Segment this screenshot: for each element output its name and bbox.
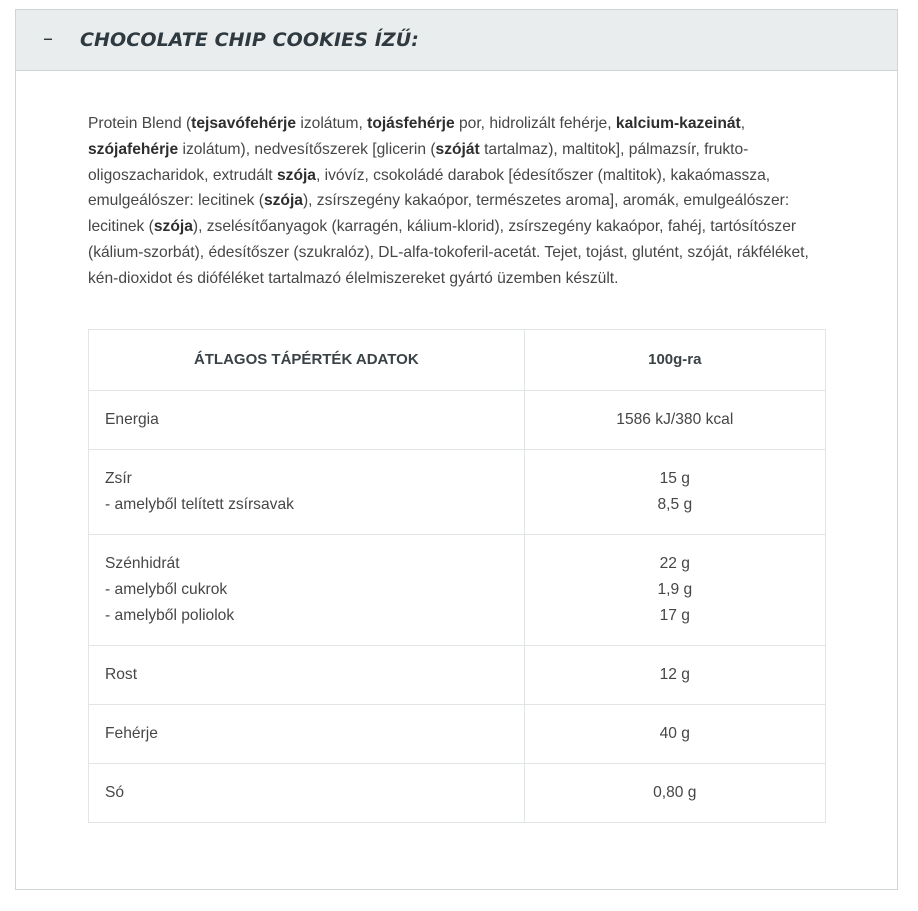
nutrient-name: - amelyből cukrok: [105, 580, 228, 598]
allergen-text: szója: [276, 166, 316, 184]
nutrient-name-cell: [89, 534, 525, 645]
table-row: [89, 449, 826, 534]
nutrient-value: 17 g: [659, 606, 690, 624]
nutrient-value-cell: [524, 704, 825, 763]
column-header-name: ÁTLAGOS TÁPÉRTÉK ADATOK: [89, 329, 525, 390]
accordion-title[interactable]: CHOCOLATE CHIP COOKIES ÍZŰ:: [80, 29, 419, 51]
nutrient-value-cell: [524, 449, 825, 534]
allergen-text: tojásfehérje: [367, 115, 455, 132]
nutrient-value: 22 g: [659, 554, 690, 572]
ingredient-text: tartalmaz), maltitok], pálmazsír, frukto-oligoszacharidok, extrudált: [88, 140, 749, 184]
column-header-value: 100g-ra: [524, 329, 825, 390]
nutrient-name: Só: [105, 783, 125, 801]
nutrient-value: 1,9 g: [657, 580, 693, 598]
allergen-text: tejsavófehérje: [191, 115, 297, 132]
nutrient-name-cell: [89, 763, 525, 822]
nutrient-value: 40 g: [659, 724, 690, 742]
nutrient-name: Energia: [105, 410, 159, 428]
nutrient-name: Fehérje: [105, 724, 158, 742]
nutrient-name: - amelyből telített zsírsavak: [105, 495, 294, 513]
nutrient-value: 15 g: [659, 469, 690, 487]
nutrient-value-cell: [524, 763, 825, 822]
nutrient-name-cell: [89, 390, 525, 449]
nutrient-value-cell: [524, 534, 825, 645]
allergen-text: szója: [263, 192, 303, 210]
ingredient-text: ), zselésítőanyagok (karragén, kálium-klorid), zsírszegény kakaópor, fahéj, tartósítószer (kálium-szorbát), édesítőszer (szukralóz), DL-alfa-tokoferil-acetát. Tejet, tojást, glutént, szóját, rákféléket, kén-dioxidot és dióféléket tartalmazó élelmiszereket gyártó üzemben készült.: [88, 218, 809, 287]
ingredient-text: ), zsírszegény kakaópor, természetes aroma], aromák, emulgeálószer: lecitinek (: [88, 192, 790, 236]
collapse-icon[interactable]: –: [43, 26, 53, 50]
nutrient-name-cell: [89, 704, 525, 763]
nutrient-name: Zsír: [105, 469, 132, 487]
nutrient-name: Szénhidrát: [105, 554, 180, 572]
ingredient-text: Protein Blend (: [88, 115, 192, 132]
table-body: [89, 390, 826, 822]
table-row: [89, 763, 826, 822]
table-row: [89, 534, 826, 645]
allergen-text: kalcium-kazeinát: [615, 115, 741, 132]
ingredient-text: izolátum,: [296, 115, 368, 132]
ingredient-text: , ivóvíz, csokoládé darabok [édesítőszer (maltitok), kakaómassza, emulgeálószer: lecitinek (: [88, 166, 771, 210]
allergen-text: szójafehérje: [88, 140, 179, 158]
table-row: [89, 645, 826, 704]
table-header-row: [89, 329, 826, 390]
accordion-header[interactable]: [16, 10, 897, 71]
nutrient-value-cell: [524, 645, 825, 704]
nutrient-value-cell: [524, 390, 825, 449]
nutrient-name-cell: [89, 449, 525, 534]
accordion-panel: [15, 9, 898, 890]
accordion-body: [16, 71, 897, 823]
nutrient-value: 8,5 g: [657, 495, 693, 513]
nutrition-table: [88, 329, 826, 823]
allergen-text: szója: [153, 218, 193, 236]
ingredients-text: [88, 111, 828, 292]
nutrient-name-cell: [89, 645, 525, 704]
ingredient-text: por, hidrolizált fehérje,: [454, 115, 616, 132]
ingredient-text: ,: [740, 115, 746, 132]
table-row: [89, 704, 826, 763]
nutrient-value: 0,80 g: [653, 783, 697, 801]
ingredient-text: izolátum), nedvesítőszerek [glicerin (: [178, 140, 436, 158]
table-row: [89, 390, 826, 449]
nutrient-value: 1586 kJ/380 kcal: [616, 410, 734, 428]
allergen-text: szóját: [435, 140, 480, 158]
nutrient-value: 12 g: [659, 665, 690, 683]
nutrient-name: Rost: [105, 665, 138, 683]
nutrient-name: - amelyből poliolok: [105, 606, 235, 624]
